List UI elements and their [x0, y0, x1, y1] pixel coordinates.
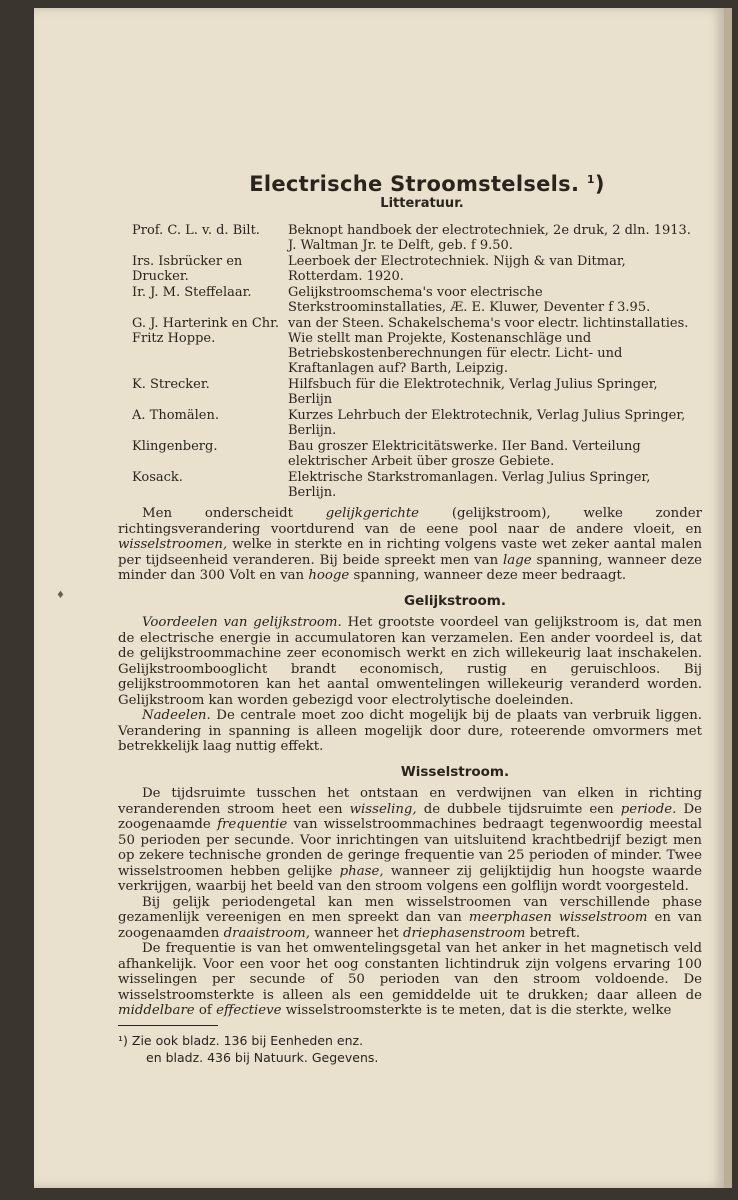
text-run: van wisselstroommachines bedraagt tegenwoordig meestal 50 perioden per secunde. Voor inrichtingen van uitsluitend krachtbedrijf bezigt men op zekere technische gronden de geringe frequentie van 25 perioden of minder. Twee wisselstroomen hebben gelijke	[118, 817, 703, 879]
wisselstroom-heading: Wisselstroom.	[400, 763, 510, 780]
gelijkstroom-paragraph	[118, 615, 702, 755]
italic-term: wisselstroomen,	[118, 537, 228, 552]
italic-term: frequentie	[217, 817, 288, 832]
italic-term: wisseling,	[349, 801, 417, 817]
text-run: en van zoogenaamden	[118, 910, 702, 941]
text-run: (gelijkstroom), welke zonder richtingsverandering voortdurend van de eene pool naar de andere vloeit, en	[118, 506, 702, 537]
footnote	[118, 1032, 702, 1066]
literature-work: van der Steen. Schakelschema's voor electr. lichtinstallaties. Wie stellt man Projekte, Kostenanschläge und Betriebskostenberechnungen für electr. Licht- und Kraftanlagen auf? Barth, Leipzig.	[288, 316, 689, 376]
title-text: Electrische Stroomstelsels.	[249, 172, 580, 196]
title-footnote-ref: 1	[586, 173, 595, 186]
footnote-line: en bladz. 436 bij Natuurk. Gegevens.	[146, 1049, 379, 1065]
page-content	[82, 168, 702, 1066]
literature-entry	[82, 377, 702, 407]
text-run: wisselstroomsterkte is te meten, dat is die sterkte, welke	[285, 1003, 672, 1018]
italic-term: lage	[503, 552, 532, 568]
text-run: wanneer het	[314, 925, 399, 941]
text-run: wanneer zij gelijktijdig hun hoogste waarde verkrijgen, waarbij het beeld van den stroom volgens een golflijn wordt voorgesteld.	[118, 863, 702, 894]
italic-term: Voordeelen van gelijkstroom.	[142, 615, 342, 630]
literature-author: Irs. Isbrücker en Drucker.	[132, 254, 243, 284]
footnote-rule	[118, 1025, 218, 1026]
italic-term: driephasenstroom	[402, 925, 526, 941]
italic-term: gelijkgerichte	[325, 506, 420, 521]
body-text	[118, 506, 702, 1019]
literature-work: Leerboek der Electrotechniek. Nijgh & van Ditmar, Rotterdam. 1920.	[288, 254, 626, 284]
italic-term: meerphasen wisselstroom	[468, 910, 648, 925]
literature-author: Kosack.	[132, 470, 183, 485]
italic-term: Nadeelen.	[142, 708, 211, 723]
literature-list	[82, 223, 702, 500]
literature-work: Elektrische Starkstromanlagen. Verlag Julius Springer, Berlijn.	[288, 470, 651, 500]
literature-entry	[82, 223, 702, 253]
italic-term: phase,	[339, 863, 384, 879]
italic-term: middelbare	[118, 1003, 195, 1018]
literature-entry	[82, 316, 702, 376]
text-run: betreft.	[529, 925, 581, 941]
text-run: Bij gelijk periodengetal kan men wisselstroomen van verschillende phase gezamenlijk vereenigen en men spreekt dan van	[118, 894, 702, 925]
literature-work: Bau groszer Elektricitätswerke. IIer Band. Verteilung elektrischer Arbeit über grosze Gebiete.	[288, 439, 641, 469]
literature-entry	[82, 285, 702, 315]
intro-paragraph	[118, 506, 702, 584]
text-run: Het grootste voordeel van gelijkstroom is, dat men de electrische energie in accumulatoren kan verzamelen. Een ander voordeel is, dat de gelijkstroommachine zeer economisch werkt en zich willekeurig laat inschakelen. Gelijkstroombooglicht brandt economisch, rustig en geruischloos. Bij gelijkstroommotoren kan het aantal omwentelingen willekeurig veranderd worden. Gelijkstroom kan worden gebezigd voor electrolytische doeleinden.	[118, 615, 702, 708]
literature-author: K. Strecker.	[132, 377, 210, 392]
literature-author: Ir. J. M. Steffelaar.	[132, 285, 252, 300]
italic-term: periode.	[620, 801, 677, 817]
footnote-line: Zie ook bladz. 136 bij Eenheden enz.	[131, 1032, 364, 1048]
literature-author: Klingenberg.	[132, 439, 218, 454]
text-run: spanning, wanneer deze meer bedraagt.	[353, 568, 627, 583]
text-run: De tijdsruimte tusschen het ontstaan en verdwijnen van elken in richting veranderenden stroom heet een	[118, 786, 702, 817]
page-title: Electrische Stroomstelsels. $^1$)	[249, 172, 605, 196]
literature-entry	[82, 470, 702, 500]
italic-term: draaistroom,	[223, 925, 310, 941]
literature-entry	[82, 439, 702, 469]
text-run: de dubbele tijdsruimte een	[423, 801, 614, 817]
literature-author: G. J. Harterink en Chr. Fritz Hoppe.	[132, 316, 280, 346]
text-run: welke in sterkte en in richting volgens vaste wet zeker aantal malen per tijdseenheid veranderen. Bij beide spreekt men van	[118, 537, 703, 568]
footnote-marker: ¹)	[118, 1032, 128, 1048]
italic-term: hooge	[308, 568, 350, 583]
literature-work: Hilfsbuch für die Elektrotechnik, Verlag Julius Springer, Berlijn	[288, 377, 658, 407]
literature-work: Beknopt handboek der electrotechniek, 2e druk, 2 dln. 1913. J. Waltman Jr. te Delft, geb. f 9.50.	[288, 223, 691, 253]
literature-work: Kurzes Lehrbuch der Elektrotechnik, Verlag Julius Springer, Berlijn.	[288, 408, 686, 438]
text-run: De zoogenaamde	[118, 801, 702, 832]
text-run: De centrale moet zoo dicht mogelijk bij de plaats van verbruik liggen. Verandering in spanning is alleen mogelijk door dure, roteerende omvormers met betrekkelijk laag nuttig effekt.	[118, 708, 702, 754]
gelijkstroom-heading: Gelijkstroom.	[404, 592, 506, 609]
text-run: Men onderscheidt	[142, 506, 293, 521]
literature-work: Gelijkstroomschema's voor electrische Sterkstroominstallaties, Æ. E. Kluwer, Deventer f 3.95.	[288, 285, 651, 315]
literature-author: A. Thomälen.	[132, 408, 219, 423]
wisselstroom-paragraph	[118, 786, 702, 1019]
literature-author: Prof. C. L. v. d. Bilt.	[132, 223, 260, 238]
literature-entry	[82, 254, 702, 284]
literature-heading: Litteratuur.	[380, 196, 464, 211]
text-run: spanning, wanneer deze minder dan 300 Volt en van	[118, 552, 703, 583]
text-run: of	[198, 1003, 212, 1018]
page-edge	[724, 8, 732, 1188]
text-run: De frequentie is van het omwentelingsgetal van het anker in het magnetisch veld afhankelijk. Voor een voor het oog constanten lichtindruk zijn volgens ervaring 100 wisselingen per secunde of 50 perioden van den stroom voldoende. De wisselstroomsterkte is alleen als een gemiddelde uit te drukken; daar alleen de	[118, 941, 702, 1003]
italic-term: effectieve	[216, 1003, 282, 1018]
margin-mark: ♦	[56, 590, 65, 601]
literature-entry	[82, 408, 702, 438]
